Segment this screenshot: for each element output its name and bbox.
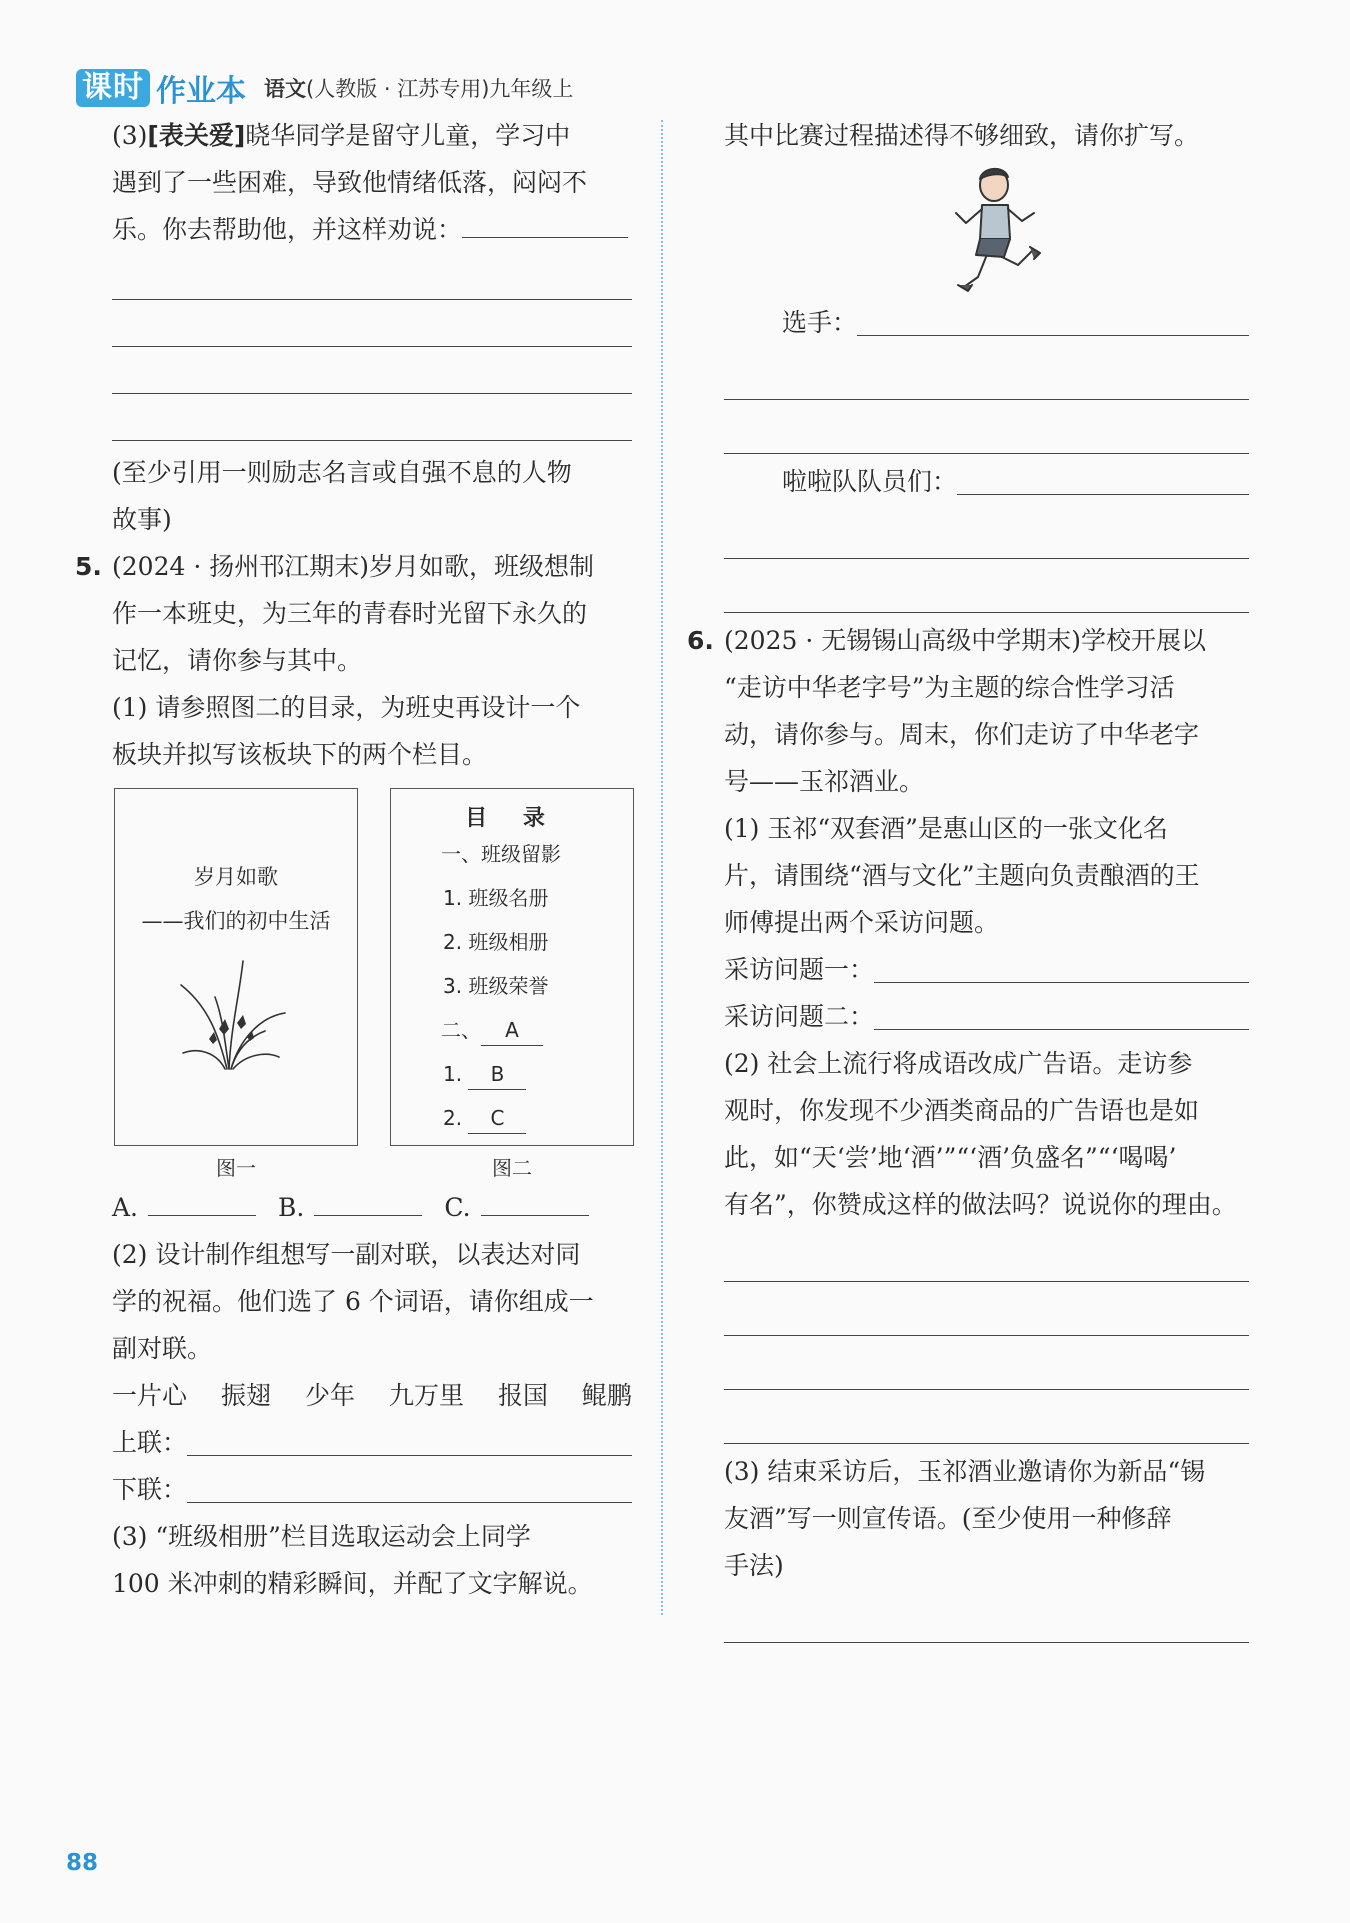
q6-text: (2025 · 无锡锡山高级中学期末)学校开展以 [724, 626, 1206, 655]
upper-couplet-blank[interactable] [187, 1419, 632, 1456]
orchid-illustration [179, 957, 289, 1077]
answer-line[interactable] [112, 347, 632, 394]
figures [112, 788, 632, 1198]
q3-answer-blank[interactable] [462, 207, 628, 238]
q3-text-3: 乐。你去帮助他，并这样劝说： [112, 215, 463, 244]
q5-1-line-1: (1) 请参照图二的目录，为班史再设计一个 [112, 693, 581, 722]
toc-blank-a: A [481, 1015, 543, 1046]
q3-line [112, 112, 632, 159]
answer-line[interactable] [724, 1282, 1249, 1336]
word-item: 一片心 [112, 1381, 188, 1410]
page-number: 88 [66, 1850, 99, 1876]
q6-line-3: 动，请你参与。周末，你们走访了中华老字 [724, 720, 1200, 749]
toc-sec2-prefix: 二、 [441, 1018, 481, 1042]
q6-2-line-1: (2) 社会上流行将成语改成广告语。走访参 [724, 1049, 1193, 1078]
q5-3-continued: 其中比赛过程描述得不够细致，请你扩写。 [724, 121, 1200, 150]
player-blank[interactable] [857, 299, 1249, 336]
q6-line-2: “走访中华老字号”为主题的综合性学习活 [724, 673, 1175, 702]
figure-1-caption: 图一 [216, 1156, 256, 1180]
word-item: 九万里 [388, 1381, 464, 1410]
q6-2-line-4: 有名”，你赞成这样的做法吗？说说你的理由。 [724, 1190, 1237, 1219]
subject-name: 语文 [264, 77, 306, 101]
answer-line[interactable] [112, 394, 632, 441]
q6-2-line-3: 此，如“天‘尝’地‘酒’”“‘酒’负盛名”“‘喝喝’ [724, 1143, 1177, 1172]
word-bank [112, 1372, 632, 1419]
answer-line[interactable] [724, 1589, 1249, 1643]
q5-2-line-3: 副对联。 [112, 1334, 213, 1363]
q6-stem [687, 617, 1249, 664]
toc-item-blank-a [441, 1008, 633, 1052]
q5-2-line-2: 学的祝福。他们选了 6 个词语，请你组成一 [112, 1287, 594, 1316]
q6-3-line-1: (3) 结束采访后，玉祁酒业邀请你为新品“锡 [724, 1457, 1206, 1486]
interview-2-label: 采访问题二： [724, 1002, 875, 1031]
q5-1-line-2: 板块并拟写该板块下的两个栏目。 [112, 740, 488, 769]
left-column [75, 112, 632, 1607]
figure-2-caption: 图二 [492, 1156, 532, 1180]
page-header [76, 68, 573, 108]
interview-2-row [724, 993, 1249, 1040]
cheer-blank[interactable] [957, 458, 1249, 495]
q5-line-3: 记忆，请你参与其中。 [112, 646, 363, 675]
column-divider [661, 120, 663, 1615]
q5-3-line-1: (3) “班级相册”栏目选取运动会上同学 [112, 1522, 531, 1551]
upper-couplet-row [112, 1419, 632, 1466]
figure-toc [390, 788, 634, 1146]
runner-illustration [946, 165, 1042, 297]
toc-item: 1. 班级名册 [443, 886, 549, 910]
player-label: 选手： [782, 308, 858, 337]
logo-badge: 课时 [76, 69, 150, 107]
toc-blank-c: C [468, 1103, 526, 1134]
q6-3-line-2: 友酒”写一则宣传语。(至少使用一种修辞 [724, 1504, 1172, 1533]
cheer-label: 啦啦队队员们： [782, 467, 958, 496]
word-item: 报国 [497, 1381, 548, 1410]
q5-2-line-1: (2) 设计制作组想写一副对联，以表达对同 [112, 1240, 581, 1269]
interview-1-label: 采访问题一： [724, 955, 875, 984]
answer-line[interactable] [724, 1336, 1249, 1390]
interview-1-row [724, 946, 1249, 993]
word-item: 少年 [304, 1381, 355, 1410]
interview-2-blank[interactable] [874, 993, 1249, 1030]
q6-number: 6. [687, 626, 714, 655]
q3-tag: [表关爱] [147, 121, 246, 150]
figure-cover [114, 788, 358, 1146]
q5-number: 5. [75, 552, 102, 581]
q3-line-2: 遇到了一些困难，导致他情绪低落，闷闷不 [112, 168, 588, 197]
answer-line[interactable] [724, 505, 1249, 559]
word-item: 鲲鹏 [581, 1381, 632, 1410]
q3-line-3 [112, 206, 632, 253]
upper-couplet-label: 上联： [112, 1428, 188, 1457]
answer-c-label: C. [444, 1193, 471, 1222]
answer-line[interactable] [724, 346, 1249, 400]
toc-item: 2. 班级相册 [443, 930, 549, 954]
toc-item-blank-b [443, 1052, 633, 1096]
answer-line[interactable] [112, 300, 632, 347]
toc-blank-b: B [468, 1059, 526, 1090]
interview-1-blank[interactable] [874, 946, 1249, 983]
answer-line[interactable] [724, 1228, 1249, 1282]
right-column [687, 112, 1249, 1643]
toc-b-prefix: 1. [443, 1062, 463, 1086]
word-item: 振翅 [220, 1381, 271, 1410]
answer-b-label: B. [278, 1193, 305, 1222]
subject-edition: (人教版 · 江苏专用)九年级上 [306, 77, 574, 101]
player-row [724, 299, 1249, 346]
lower-couplet-label: 下联： [112, 1475, 188, 1504]
q6-2-line-2: 观时，你发现不少酒类商品的广告语也是如 [724, 1096, 1200, 1125]
q3-prefix: (3) [112, 121, 148, 150]
toc-c-prefix: 2. [443, 1106, 463, 1130]
answer-line[interactable] [724, 1390, 1249, 1444]
q6-1-line-2: 片，请围绕“酒与文化”主题向负责酿酒的王 [724, 861, 1200, 890]
q6-line-4: 号——玉祁酒业。 [724, 767, 925, 796]
toc-heading: 目 录 [465, 806, 559, 831]
subject-info [264, 73, 573, 103]
toc-item: 3. 班级荣誉 [443, 974, 549, 998]
q6-1-line-3: 师傅提出两个采访问题。 [724, 908, 1000, 937]
answer-line[interactable] [112, 253, 632, 300]
q5-line-2: 作一本班史，为三年的青春时光留下永久的 [112, 599, 588, 628]
toc-item: 一、班级留影 [441, 842, 561, 866]
lower-couplet-row [112, 1466, 632, 1513]
q6-1-line-1: (1) 玉祁“双套酒”是惠山区的一张文化名 [724, 814, 1168, 843]
answer-line[interactable] [724, 559, 1249, 613]
cheer-row [724, 458, 1249, 505]
answer-a-label: A. [112, 1193, 139, 1222]
q3-text: 晓华同学是留守儿童，学习中 [245, 121, 571, 150]
answer-line[interactable] [724, 400, 1249, 454]
cover-title: 岁月如歌 [194, 865, 278, 889]
q3-note-2: 故事) [112, 505, 172, 534]
logo-text: 作业本 [156, 74, 246, 109]
cover-subtitle: ——我们的初中生活 [141, 909, 331, 933]
q6-3-line-3: 手法) [724, 1551, 784, 1580]
q5-stem [75, 543, 632, 590]
toc-item-blank-c [443, 1096, 633, 1140]
q5-text: (2024 · 扬州邗江期末)岁月如歌，班级想制 [112, 552, 594, 581]
lower-couplet-blank[interactable] [187, 1466, 632, 1503]
q5-3-line-2: 100 米冲刺的精彩瞬间，并配了文字解说。 [112, 1569, 593, 1598]
q3-note: (至少引用一则励志名言或自强不息的人物 [112, 458, 572, 487]
